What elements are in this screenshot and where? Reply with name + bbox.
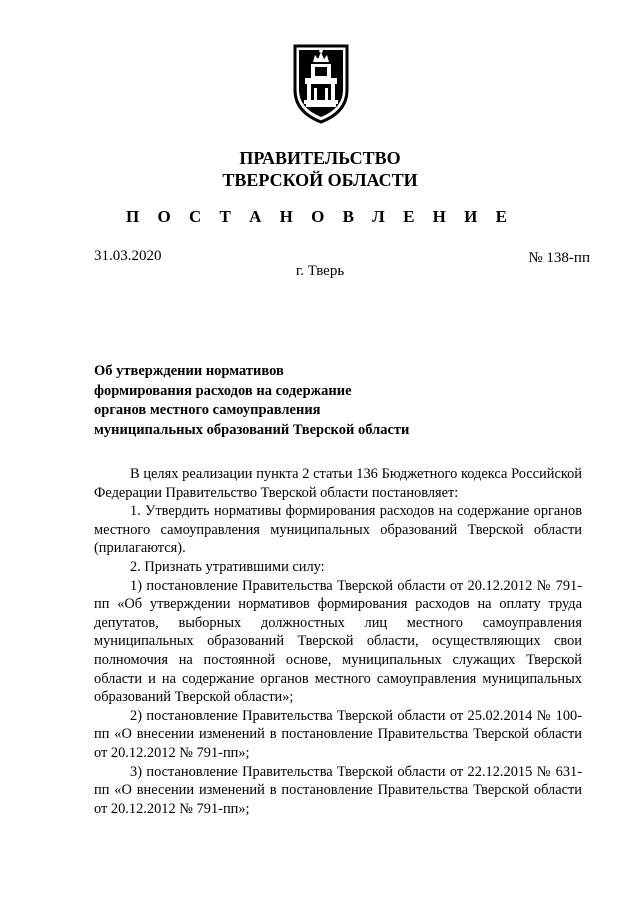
subject-line: Об утверждении нормативов xyxy=(94,363,284,379)
document-city: г. Тверь xyxy=(295,263,345,279)
document-body xyxy=(94,465,582,818)
body-paragraph: В целях реализации пункта 2 статьи 136 Бюджетного кодекса Российской Федерации Правительство Тверской области постановляет: xyxy=(94,466,582,501)
document-number: № 138-пп xyxy=(528,250,590,266)
body-paragraph: 1) постановление Правительства Тверской области от 20.12.2012 № 791-пп «Об утверждении нормативов формирования расходов на оплату труда депутатов, выборных должностных лиц местного самоуправления муниципальных образований Тверской области, осуществляющих свои полномочия на постоянной основе, муниципальных служащих Тверской области и на содержание органов местного самоуправления муниципальных образований Тверской области»; xyxy=(94,577,582,706)
document-subject xyxy=(94,362,409,440)
body-paragraph: 2. Признать утратившими силу: xyxy=(130,558,325,575)
subject-line: муниципальных образований Тверской области xyxy=(94,421,410,438)
document-type: П О С Т А Н О В Л Е Н И Е xyxy=(126,207,514,226)
body-paragraph: 3) постановление Правительства Тверской области от 22.12.2015 № 631-пп «О внесении изменений в постановление Правительства Тверской области от 20.12.2012 № 791-пп»; xyxy=(94,763,582,817)
document-date: 31.03.2020 xyxy=(94,248,162,264)
government-name-line-1: ПРАВИТЕЛЬСТВО xyxy=(239,148,401,168)
government-name-line-2: ТВЕРСКОЙ ОБЛАСТИ xyxy=(222,170,418,190)
subject-line: органов местного самоуправления xyxy=(94,402,321,418)
body-paragraph: 1. Утвердить нормативы формирования расходов на содержание органов местного самоуправления муниципальных образований Тверской области (прилагаются). xyxy=(94,503,582,557)
body-paragraph: 2) постановление Правительства Тверской области от 25.02.2014 № 100-пп «О внесении изменений в постановление Правительства Тверской области от 20.12.2012 № 791-пп»; xyxy=(94,707,582,761)
tver-region-coat-of-arms-icon xyxy=(291,40,351,124)
subject-line: формирования расходов на содержание xyxy=(94,382,352,399)
